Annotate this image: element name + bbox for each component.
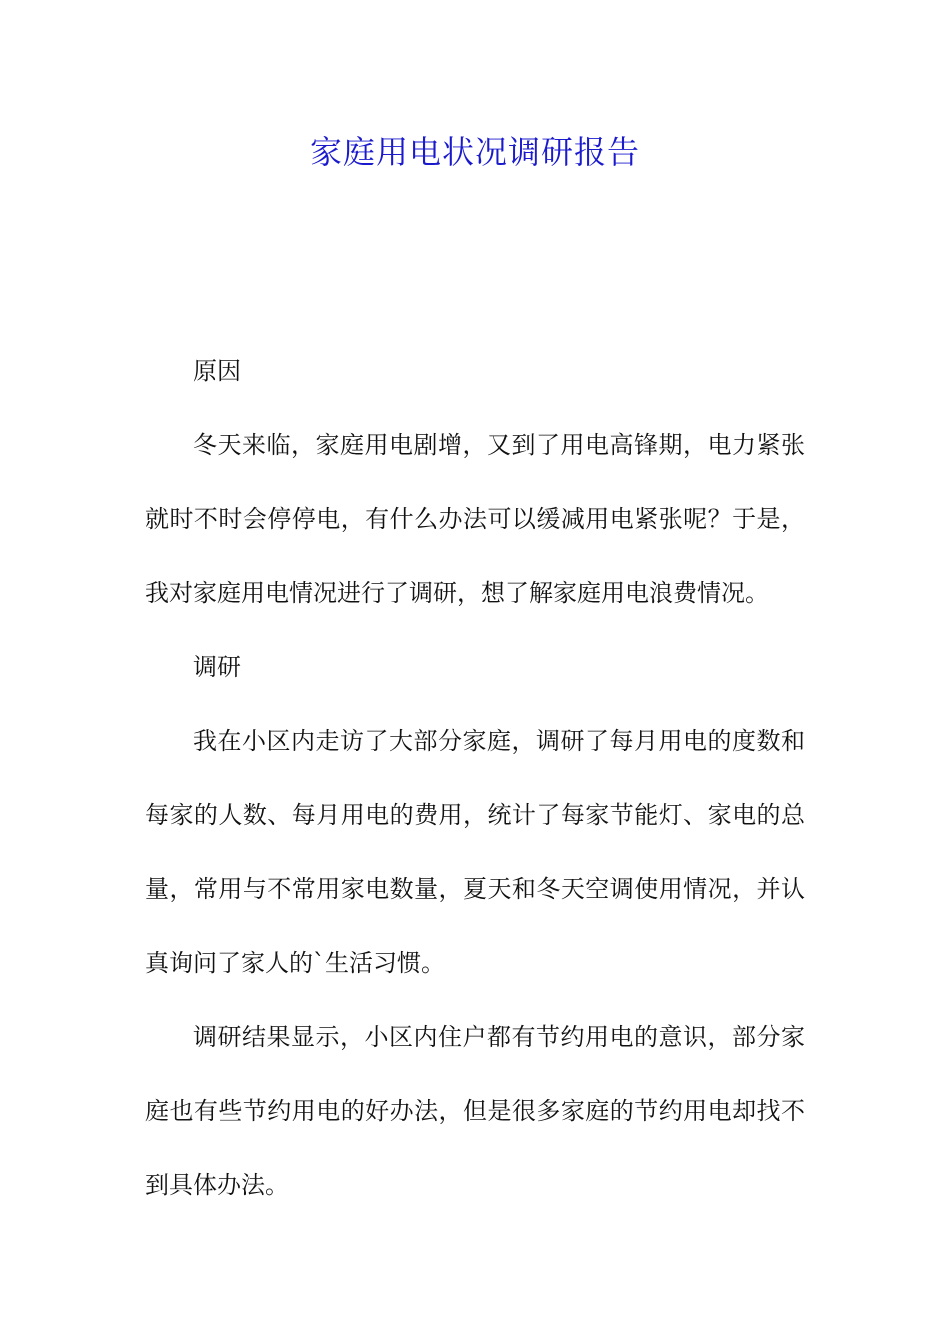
section-heading-reason: 原因 <box>193 357 241 385</box>
document-title: 家庭用电状况调研报告 <box>309 133 640 171</box>
paragraph-reason: 冬天来临，家庭用电剧增，又到了用电高锋期，电力紧张就时不时会停停电，有什么办法可以缓减用电紧张呢？于是，我对家庭用电情况进行了调研，想了解家庭用电浪费情况。 <box>145 431 805 607</box>
section-heading-survey: 调研 <box>193 653 241 681</box>
paragraph-survey-result: 调研结果显示，小区内住户都有节约用电的意识，部分家庭也有些节约用电的好办法，但是很多家庭的节约用电却找不到具体办法。 <box>145 1023 805 1199</box>
paragraph-survey-method: 我在小区内走访了大部分家庭，调研了每月用电的度数和每家的人数、每月用电的费用，统计了每家节能灯、家电的总量，常用与不常用家电数量，夏天和冬天空调使用情况，并认真询问了家人的`生活习惯。 <box>145 727 805 977</box>
document-body <box>145 334 805 1222</box>
